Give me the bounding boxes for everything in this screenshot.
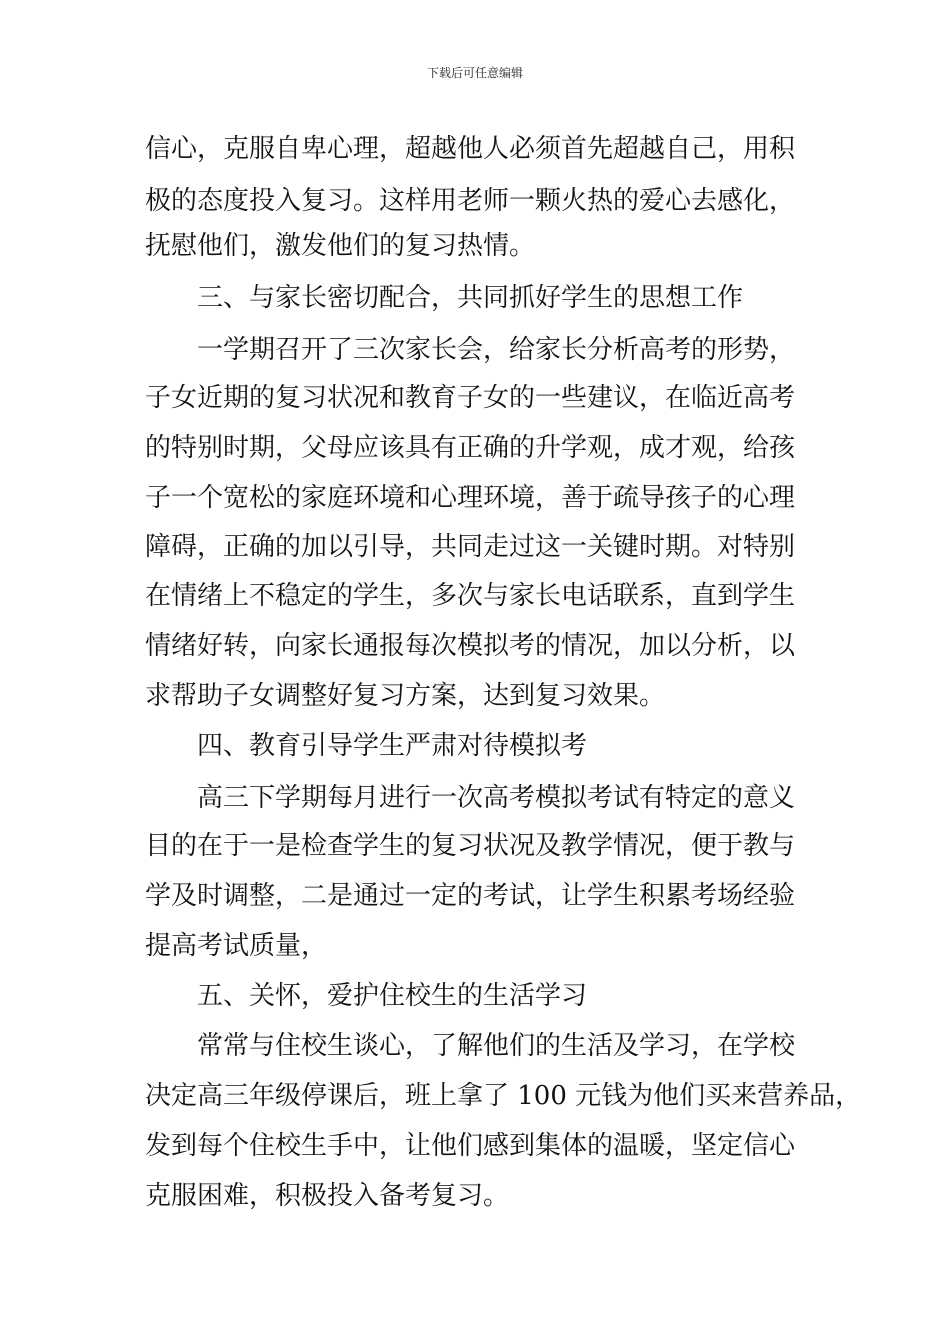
page-header: 下载后可任意编辑 (426, 66, 523, 80)
text-line: 求帮助子女调整好复习方案，达到复习效果。 (145, 681, 666, 711)
text-line: 目的在于一是检查学生的复习状况及教学情况，便于教与 (145, 831, 796, 861)
text-line: 的特别时期，父母应该具有正确的升学观，成才观，给孩 (145, 433, 796, 463)
paragraph-start: 一学期召开了三次家长会，给家长分析高考的形势， (197, 335, 796, 365)
section-heading: 四、教育引导学生严肃对待模拟考 (197, 731, 588, 761)
text-line: 信心，克服自卑心理，超越他人必须首先超越自己，用积 (145, 134, 796, 164)
text-line: 提高考试质量， (145, 931, 328, 961)
section-heading: 五、关怀，爱护住校生的生活学习 (197, 981, 588, 1011)
text-line: 子女近期的复习状况和教育子女的一些建议，在临近高考 (145, 383, 796, 413)
text-line: 学及时调整，二是通过一定的考试，让学生积累考场经验 (145, 881, 796, 911)
text-line: 子一个宽松的家庭环境和心理环境，善于疏导孩子的心理 (145, 483, 796, 513)
paragraph-start: 常常与住校生谈心，了解他们的生活及学习，在学校 (197, 1031, 796, 1061)
text-line: 障碍，正确的加以引导，共同走过这一关键时期。对特别 (145, 532, 796, 562)
section-heading: 三、与家长密切配合，共同抓好学生的思想工作 (197, 283, 744, 313)
text-line: 克服困难，积极投入备考复习。 (145, 1181, 510, 1211)
text-line: 在情绪上不稳定的学生，多次与家长电话联系，直到学生 (145, 581, 796, 611)
paragraph-start: 高三下学期每月进行一次高考模拟考试有特定的意义 (197, 783, 796, 813)
text-line: 发到每个住校生手中，让他们感到集体的温暖，坚定信心 (145, 1131, 796, 1161)
text-line: 极的态度投入复习。这样用老师一颗火热的爱心去感化， (145, 186, 796, 216)
text-line: 抚慰他们，激发他们的复习热情。 (145, 231, 536, 261)
text-line: 情绪好转，向家长通报每次模拟考的情况，加以分析，以 (145, 631, 796, 661)
text-line: 决定高三年级停课后，班上拿了 100 元钱为他们买来营养品， (145, 1081, 862, 1111)
